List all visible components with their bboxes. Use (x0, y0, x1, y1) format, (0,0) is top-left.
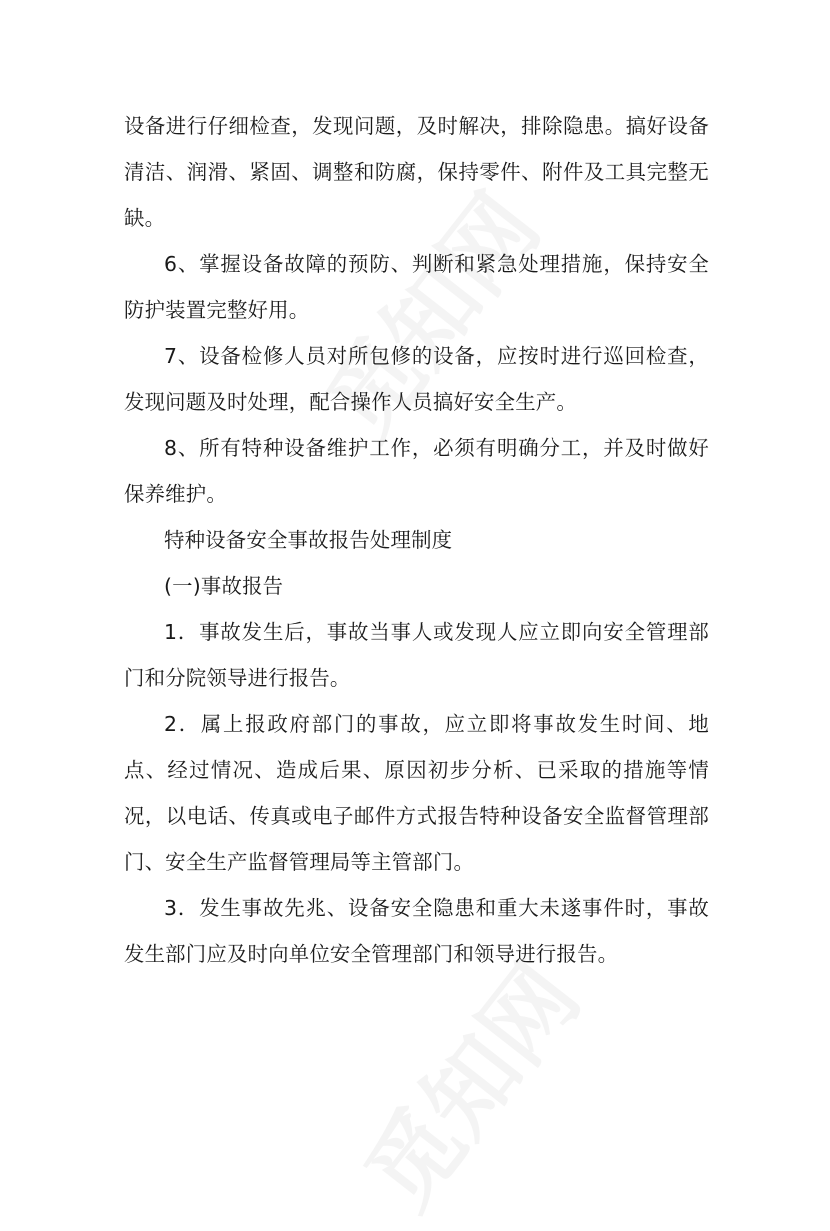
paragraph-report-3: 3．发生事故先兆、设备安全隐患和重大未遂事件时，事故发生部门应及时向单位安全管理部门和领导进行报告。 (124, 896, 709, 966)
paragraph-item-8: 8、所有特种设备维护工作，必须有明确分工，并及时做好保养维护。 (124, 436, 709, 506)
section-heading: 特种设备安全事故报告处理制度 (164, 528, 453, 552)
paragraph-report-1: 1．事故发生后，事故当事人或发现人应立即向安全管理部门和分院领导进行报告。 (124, 620, 709, 690)
paragraph-maintenance-continued: 设备进行仔细检查，发现问题，及时解决，排除隐患。搞好设备清洁、润滑、紧固、调整和防腐，保持零件、附件及工具完整无缺。 (124, 114, 709, 230)
paragraph-item-7: 7、设备检修人员对所包修的设备，应按时进行巡回检查，发现问题及时处理，配合操作人员搞好安全生产。 (124, 344, 709, 414)
paragraph-item-6: 6、掌握设备故障的预防、判断和紧急处理措施，保持安全防护装置完整好用。 (124, 252, 709, 322)
paragraph-report-2: 2．属上报政府部门的事故，应立即将事故发生时间、地点、经过情况、造成后果、原因初步分析、已采取的措施等情况，以电话、传真或电子邮件方式报告特种设备安全监督管理部门、安全生产监督管理局等主管部门。 (124, 712, 709, 874)
document-body (124, 103, 709, 977)
watermark-lower (330, 932, 604, 1231)
subsection-heading: (一)事故报告 (164, 574, 284, 598)
